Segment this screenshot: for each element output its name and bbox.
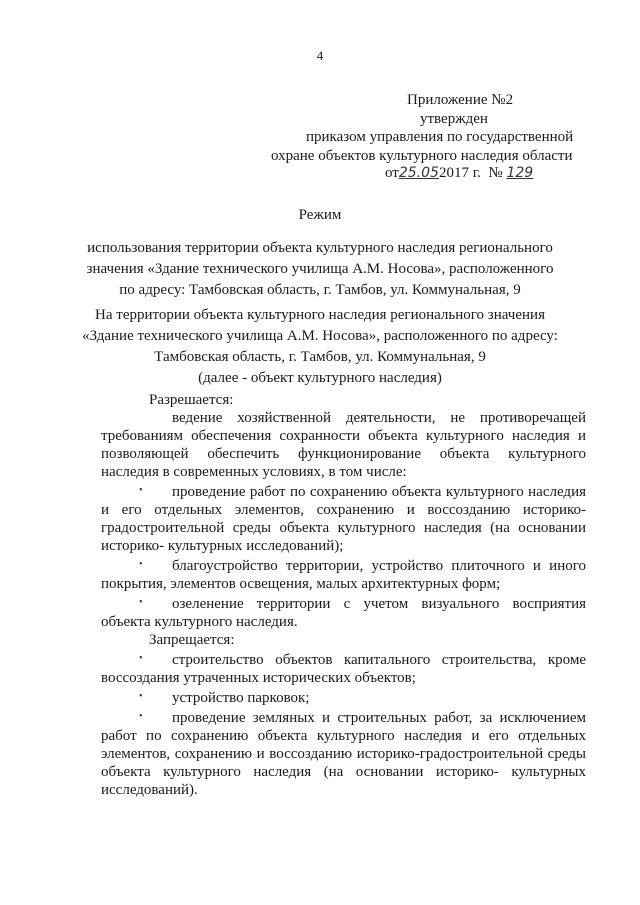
forbidden-item	[101, 709, 586, 799]
bullet-icon: •	[139, 597, 143, 608]
bullet-icon: •	[139, 653, 143, 664]
forbidden-item-text: строительство объектов капитального строительства, кроме воссоздания утраченных исторических объектов;	[101, 652, 586, 686]
allowed-item	[101, 483, 586, 555]
allowed-intro: ведение хозяйственной деятельности, не противоречащей требованиям обеспечения сохранности объекта культурного наследия и позволяющей обеспечить функционирование объекта культурного наследия в современных условиях, в том числе:	[101, 410, 586, 480]
territory-line: Тамбовская область, г. Тамбов, ул. Коммунальная, 9	[154, 349, 486, 365]
approval-authority-line: охране объектов культурного наследия области	[271, 148, 573, 164]
allowed-item	[101, 557, 586, 593]
handwritten-number: 129	[506, 165, 534, 181]
territory-line: (далее - объект культурного наследия)	[198, 370, 442, 386]
allowed-item-text: проведение работ по сохранению объекта культурного наследия и его отдельных элементов, сохранению и воссозданию историко-градостроительной среды объекта культурного наследия (на основании историко- культурных исследований);	[101, 484, 586, 554]
page-number: 4	[316, 48, 324, 63]
bullet-icon: •	[139, 559, 143, 570]
allowed-item	[101, 595, 586, 631]
document-subtitle: использования территории объекта культурного наследия регионального значения «Здание технического училища А.М. Носова», расположенного по адресу: Тамбовская область, г. Тамбов, ул. Коммунальная, 9	[86, 240, 554, 298]
bullet-icon: •	[139, 691, 143, 702]
bullet-icon: •	[139, 485, 143, 496]
approval-date-line	[385, 163, 533, 183]
territory-description	[80, 305, 560, 389]
approval-appendix-number: Приложение №2	[407, 92, 514, 108]
territory-line: «Здание технического училища А.М. Носова», расположенного по адресу:	[82, 328, 558, 344]
bullet-icon: •	[139, 711, 143, 722]
date-year: 2017 г.	[438, 165, 481, 181]
forbidden-item	[101, 689, 586, 707]
territory-line: На территории объекта культурного наследия регионального значения	[95, 307, 545, 323]
handwritten-date: 25.05	[398, 165, 439, 181]
approval-approved-label: утвержден	[420, 111, 488, 127]
approval-order-line: приказом управления по государственной	[306, 129, 574, 145]
allowed-item-text: озеленение территории с учетом визуального восприятия объекта культурного наследия.	[101, 596, 586, 630]
allowed-heading: Разрешается:	[149, 392, 234, 408]
allowed-item-text: благоустройство территории, устройство плиточного и иного покрытия, элементов освещения, малых архитектурных форм;	[101, 558, 586, 592]
date-prefix: от	[385, 165, 399, 181]
regime-body	[101, 391, 586, 799]
forbidden-item-text: устройство парковок;	[172, 690, 310, 706]
forbidden-heading: Запрещается:	[149, 632, 235, 648]
forbidden-item-text: проведение земляных и строительных работ, за исключением работ по сохранению объекта культурного наследия и его отдельных элементов, сохранению и воссозданию историко-градостроительной среды объекта культурного наследия (на основании историко- культурных исследований).	[101, 710, 586, 798]
number-prefix: №	[488, 165, 503, 181]
forbidden-item	[101, 651, 586, 687]
document-title: Режим	[298, 207, 342, 223]
